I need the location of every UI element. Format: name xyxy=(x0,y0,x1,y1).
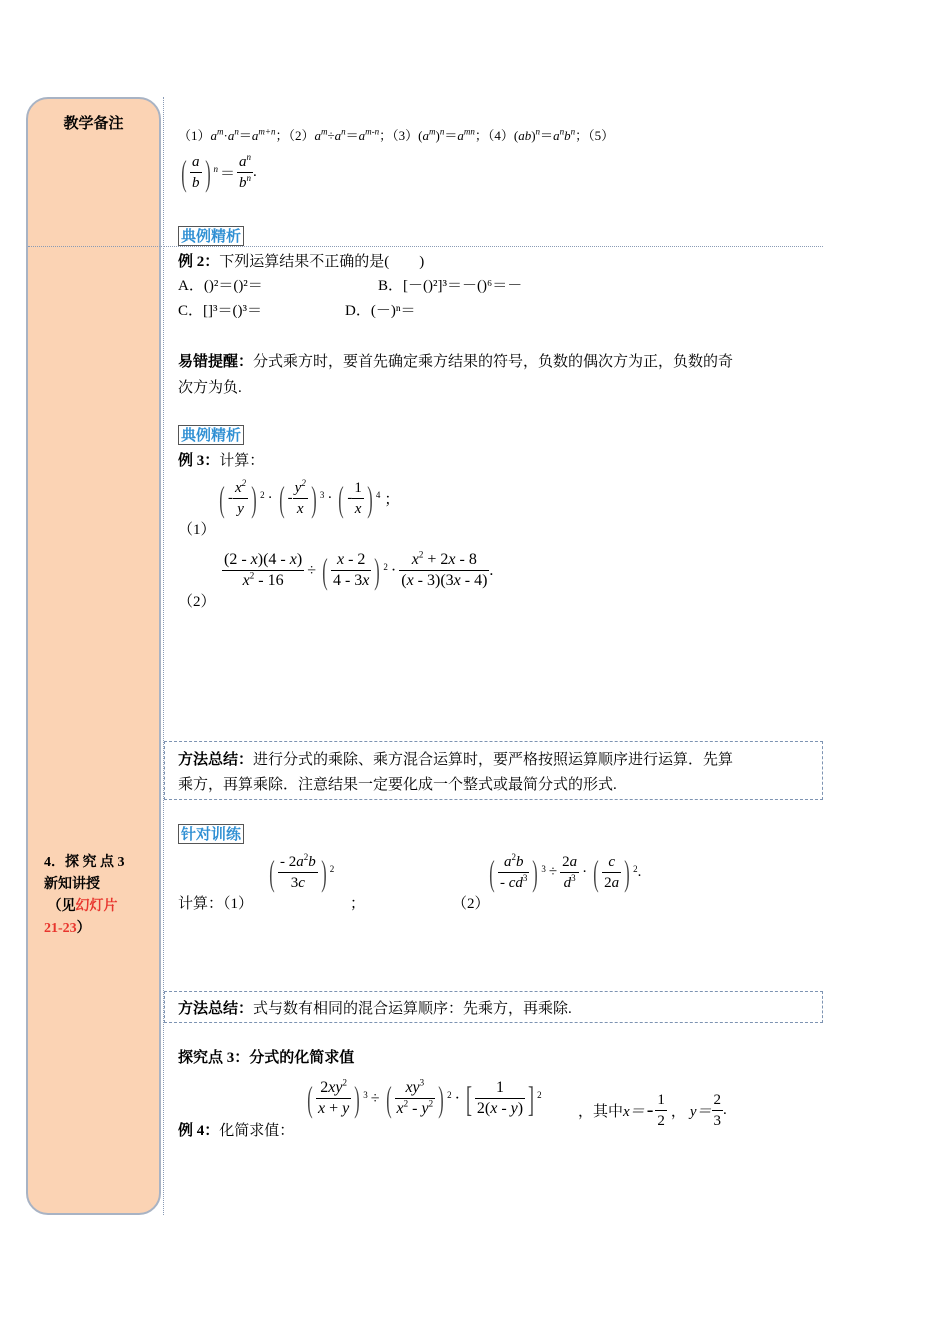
example3-header: 例 3：计算： xyxy=(178,453,265,469)
sidebar-divider xyxy=(28,246,162,247)
rule5-formula: ( $\frac{a}{b}$ ) n ＝ $\frac{a^n}{b^n}$ . xyxy=(181,152,257,193)
column-divider xyxy=(163,97,164,1215)
sidebar-note-line1: 4．探 究 点 3 xyxy=(44,855,125,870)
training-item1-formula: ( $\frac{- 2a^2b}{3c}$ ) 2 xyxy=(269,852,335,893)
tag-training: 针对训练 xyxy=(178,824,244,844)
training-item2-label: （2） xyxy=(452,896,490,912)
example3-item2-label: （2） xyxy=(178,594,216,610)
example4-formula: ( $\frac{2xy^2}{x + y}$ ) 3 ÷ ( $\frac{xy^3}{x^2 - y^2}$ ) 2 · [ $\frac{1}{2(x - y)}$ ] 2 xyxy=(307,1077,542,1119)
sidebar-panel xyxy=(26,97,161,1215)
slide-ref: 幻灯片 xyxy=(75,899,118,914)
summary1-line2: 乘方，再算乘除．注意结果一定要化成一个整式或最简分式的形式. xyxy=(178,777,617,793)
sidebar-note-line2: 新知讲授 xyxy=(44,877,100,892)
sidebar-note-line4: 21-23） xyxy=(44,921,91,936)
summary1-line1: 方法总结：进行分式的乘除、乘方混合运算时，要严格按照运算顺序进行运算．先算 xyxy=(178,752,734,768)
example2-option-d: D．(－)ⁿ＝ xyxy=(345,303,416,319)
example4-condition: ，其中 x＝ - $\frac{1}{2}$ ， y＝ $\frac{2}{3}$ . xyxy=(578,1092,727,1129)
point3-title: 探究点 3：分式的化简求值 xyxy=(178,1050,355,1066)
example3-item1-formula: ( - $\frac{x^2}{y}$ ) 2 · ( - $\frac{y^2}{x}$ ) 3 · ( - $\frac{1}{x}$ ) 4 ； xyxy=(219,478,400,519)
training-item2-formula: ( $\frac{a^2b}{- cd^3}$ ) 3 ÷ $\frac{2a}{d^3}$ · ( $\frac{c}{2a}$ ) 2 . xyxy=(489,852,642,893)
example2-option-b: B．[－()²]³＝－()⁶＝－ xyxy=(378,278,523,294)
example3-item1-label: （1） xyxy=(178,522,216,538)
tag-example-1: 典例精析 xyxy=(178,226,244,246)
power-rules: $(1)a^m\cdot a^n=a^{m+n}$；$(2)a^m\div a^n=a^{m-n}$；$(3)(a^m)^n=a^{mn}$；$(4)(ab)^n=a^nb^n$；（5） xyxy=(178,126,615,143)
example3-item2-formula: $\frac{(2 - x)(4 - x)}{x^2 - 16}$ ÷ ( $\frac{x - 2}{4 - 3x}$ ) 2 · $\frac{x^2 + 2x - 8}{(x - 3)(3x - 4)}$ . xyxy=(224,549,494,591)
example2-option-a: A．()²＝()²＝ xyxy=(178,278,263,294)
sidebar-note xyxy=(44,852,148,940)
tag-example-2: 典例精析 xyxy=(178,425,244,445)
sidebar-note-line3: （见幻灯片 xyxy=(47,899,118,914)
sidebar-title: 教学备注 xyxy=(63,116,124,132)
training-separator: ； xyxy=(350,896,366,912)
example4-header: 例 4：化简求值： xyxy=(178,1123,295,1139)
tip-line2: 次方为负. xyxy=(178,380,242,396)
example2-question: 例 2：下列运算结果不正确的是( ) xyxy=(178,254,425,270)
summary2-text: 方法总结：式与数有相同的混合运算顺序：先乘方，再乘除. xyxy=(178,1001,572,1017)
tip-line1: 易错提醒：分式乘方时，要首先确定乘方结果的符号，负数的偶次方为正，负数的奇 xyxy=(178,354,734,370)
training-text: 计算：（1） xyxy=(178,896,254,912)
row-divider xyxy=(163,246,823,247)
example2-option-c: C．[]³＝()³＝ xyxy=(178,303,262,319)
